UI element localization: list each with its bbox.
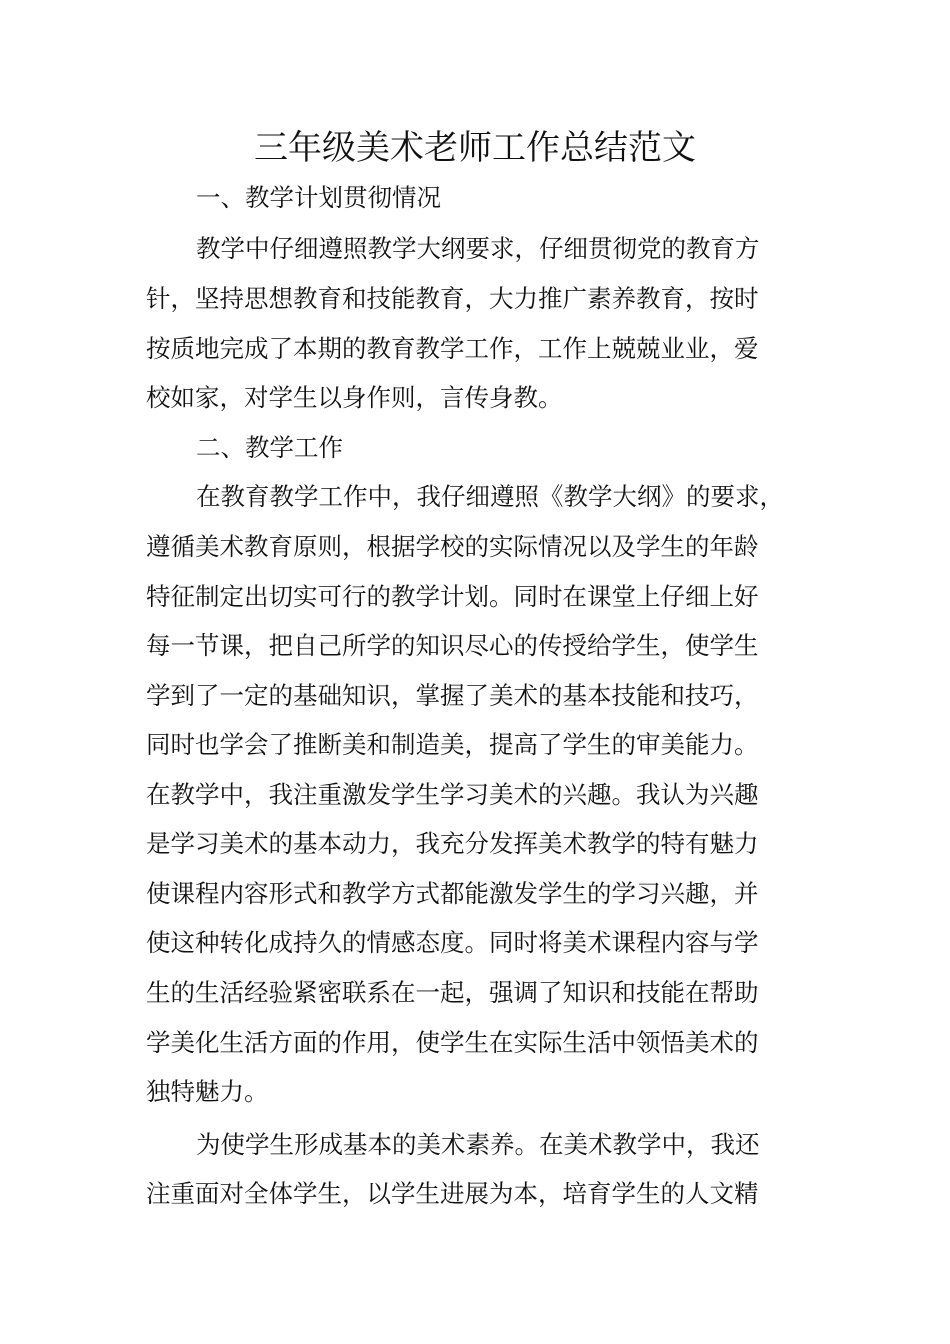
paragraph-line: 学到了一定的基础知识，掌握了美术的基本技能和技巧，	[146, 681, 759, 710]
paragraph-line: 独特魅力。	[146, 1077, 269, 1106]
document-title: 三年级美术老师工作总结范文	[254, 128, 696, 168]
paragraph-line: 同时也学会了推断美和制造美，提高了学生的审美能力。	[146, 730, 759, 759]
section-heading-1: 一、教学计划贯彻情况	[196, 183, 441, 212]
paragraph-line: 在教学中，我注重激发学生学习美术的兴趣。我认为兴趣	[146, 780, 759, 809]
paragraph-line: 在教育教学工作中，我仔细遵照《教学大纲》的要求，	[196, 482, 784, 511]
paragraph-line: 每一节课，把自己所学的知识尽心的传授给学生，使学生	[146, 631, 759, 660]
paragraph-line: 学美化生活方面的作用，使学生在实际生活中领悟美术的	[146, 1028, 759, 1057]
section-heading-2: 二、教学工作	[196, 433, 343, 462]
paragraph-line: 为使学生形成基本的美术素养。在美术教学中，我还	[196, 1130, 760, 1159]
paragraph-line: 使这种转化成持久的情感态度。同时将美术课程内容与学	[146, 928, 759, 957]
paragraph-line: 教学中仔细遵照教学大纲要求，仔细贯彻党的教育方	[196, 234, 760, 263]
paragraph-line: 校如家，对学生以身作则，言传身教。	[146, 383, 563, 412]
paragraph-line: 生的生活经验紧密联系在一起，强调了知识和技能在帮助	[146, 978, 759, 1007]
paragraph-line: 特征制定出切实可行的教学计划。同时在课堂上仔细上好	[146, 582, 759, 611]
paragraph-line: 针，坚持思想教育和技能教育，大力推广素养教育，按时	[146, 284, 759, 313]
paragraph-line: 按质地完成了本期的教育教学工作，工作上兢兢业业，爱	[146, 334, 759, 363]
paragraph-line: 使课程内容形式和教学方式都能激发学生的学习兴趣，并	[146, 879, 759, 908]
paragraph-line: 遵循美术教育原则，根据学校的实际情况以及学生的年龄	[146, 532, 759, 561]
paragraph-line: 注重面对全体学生，以学生进展为本，培育学生的人文精	[146, 1179, 759, 1208]
paragraph-line: 是学习美术的基本动力，我充分发挥美术教学的特有魅力	[146, 829, 759, 858]
